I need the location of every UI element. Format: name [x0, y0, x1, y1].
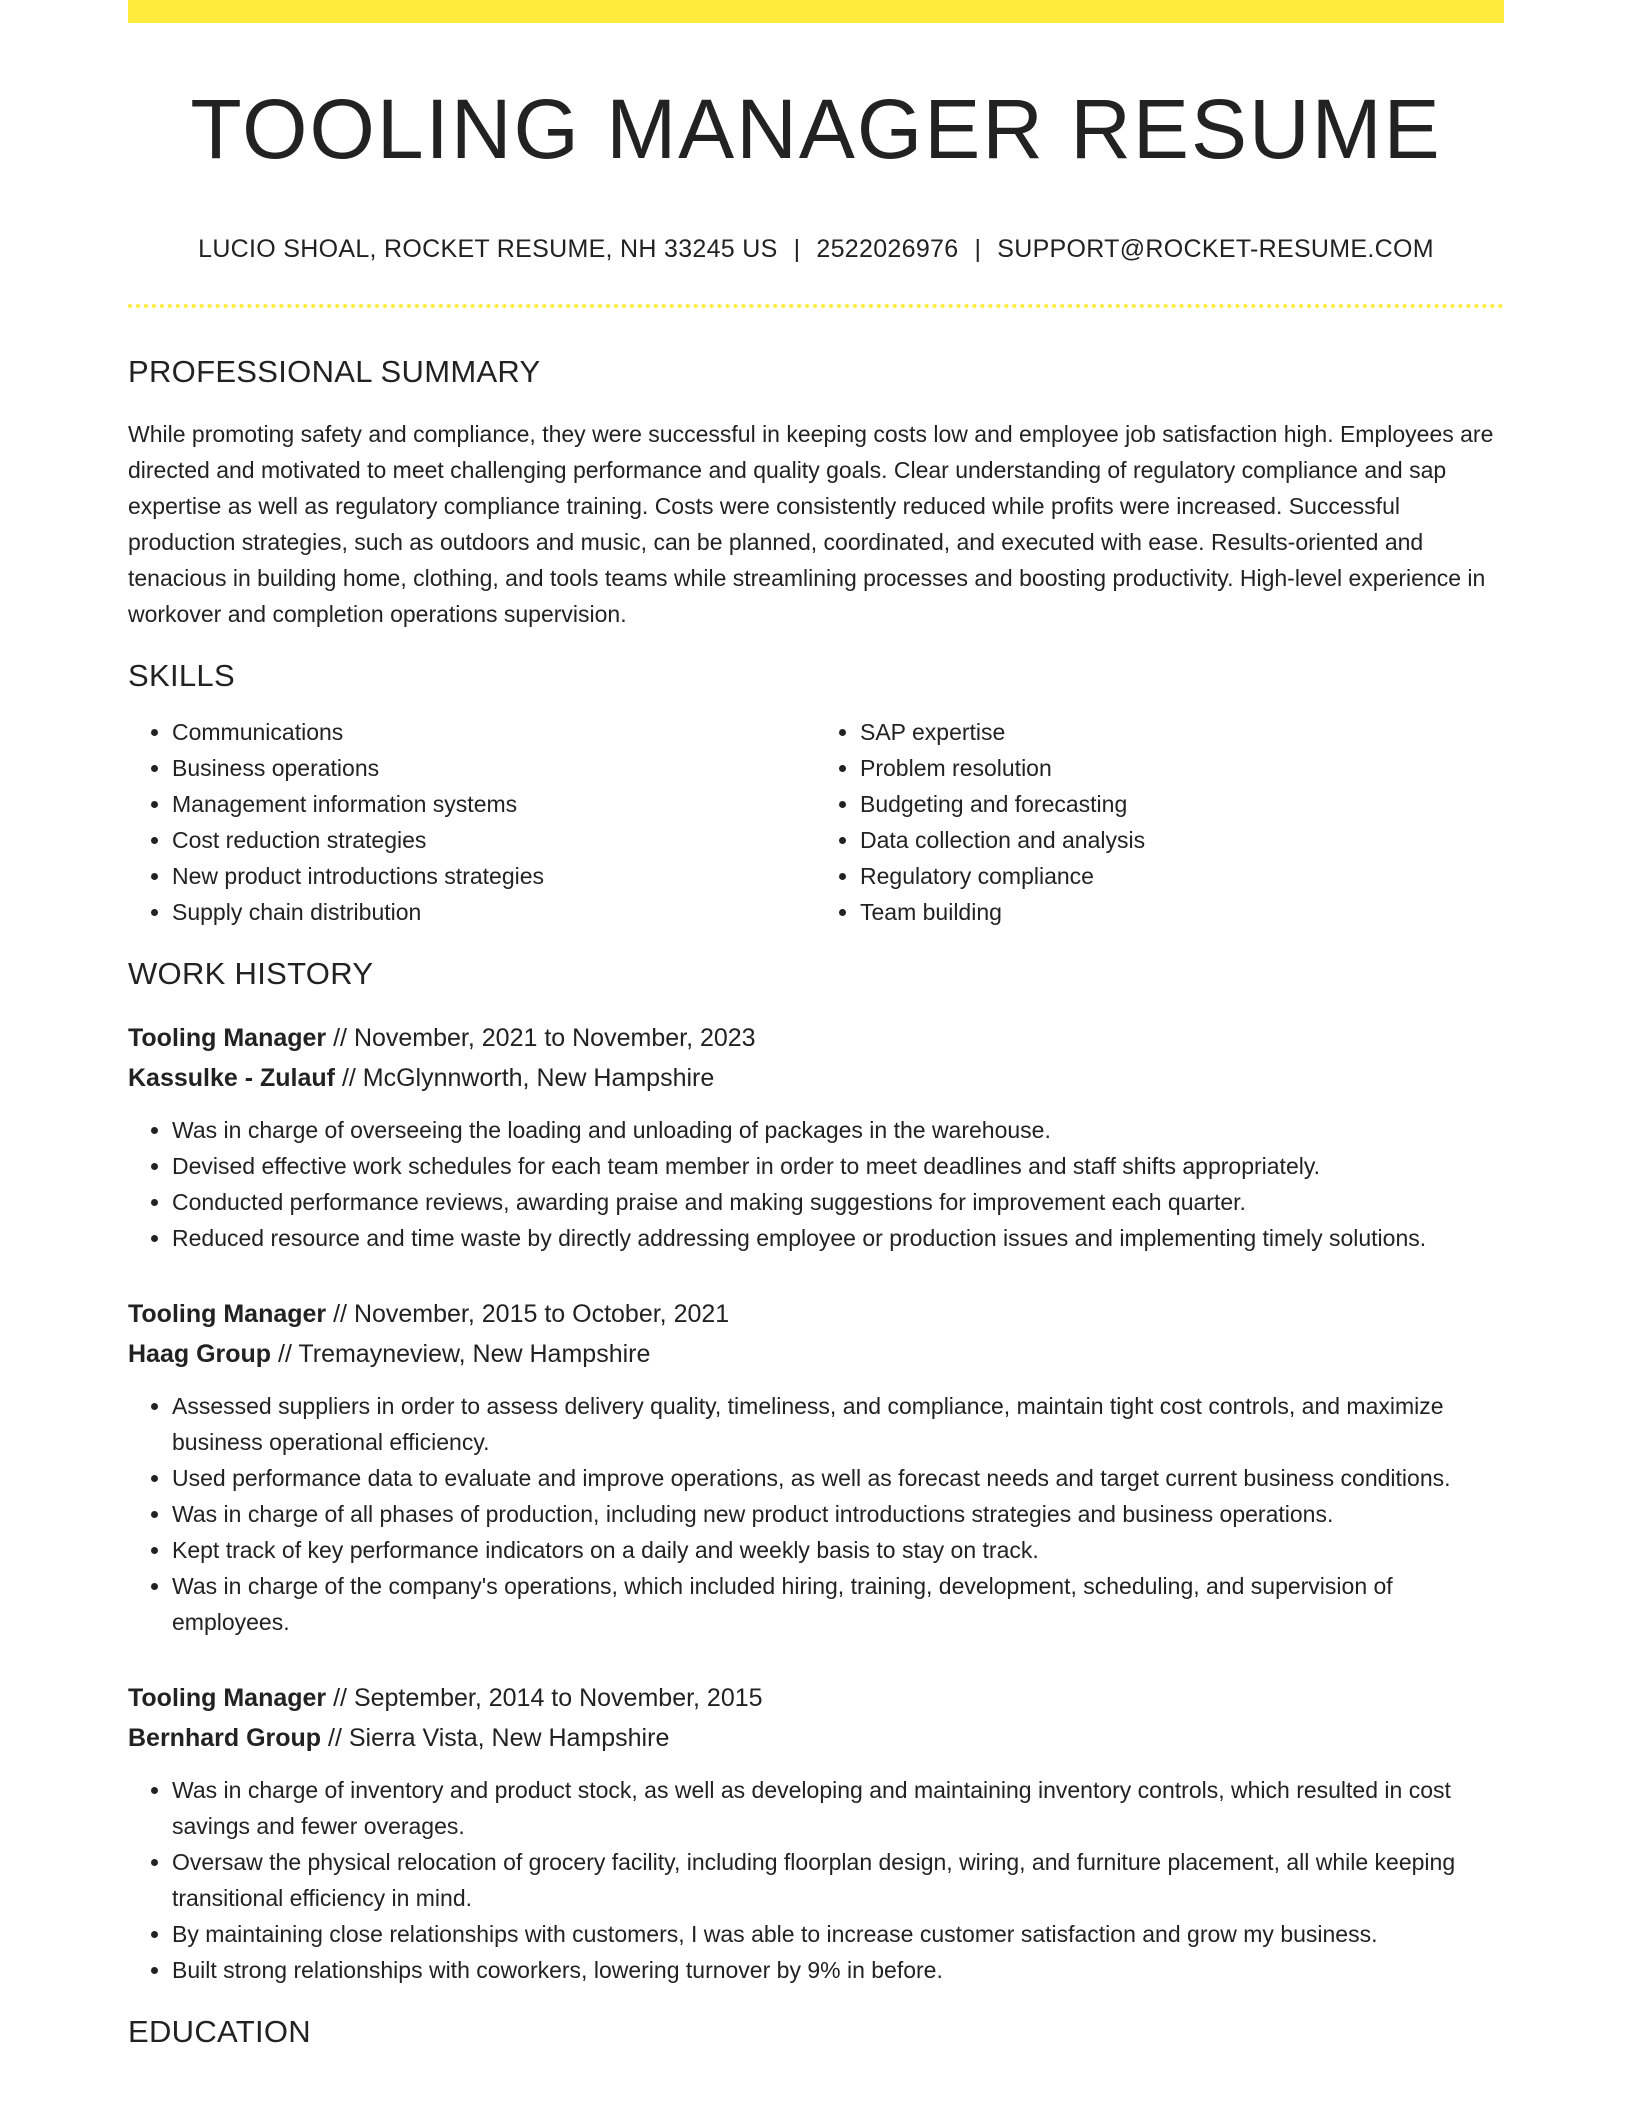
contact-address: LUCIO SHOAL, ROCKET RESUME, NH 33245 US: [198, 235, 778, 264]
job-company-line: [128, 1718, 1504, 1758]
job-bullet: • Devised effective work schedules for each team member in order to meet deadlines and staff shifts appropriately.: [172, 1148, 1504, 1184]
job-title: Tooling Manager: [128, 1024, 327, 1053]
document-title: TOOLING MANAGER RESUME: [190, 82, 1442, 176]
job-dates: // November, 2021 to November, 2023: [326, 1024, 756, 1053]
contact-email: SUPPORT@ROCKET-RESUME.COM: [997, 235, 1434, 264]
summary-text: While promoting safety and compliance, they were successful in keeping costs low and employee job satisfaction high. Employees are directed and motivated to meet challenging performance and quality goals. Clear understanding of regulatory compliance and sap expertise as well as regulatory compliance training. Costs were consistently reduced while profits were increased. Successful production strategies, such as outdoors and music, can be planned, coordinated, and executed with ease. Results-oriented and tenacious in building home, clothing, and tools teams while streamlining processes and boosting productivity. High-level experience in workover and completion operations supervision.: [128, 421, 1494, 628]
job-bullet: • Kept track of key performance indicators on a daily and weekly basis to stay on track.: [172, 1532, 1504, 1568]
job-title-line: [128, 1018, 1504, 1058]
job-entry: [128, 1678, 1504, 1988]
skill-item: • Supply chain distribution: [172, 894, 816, 930]
education-heading: EDUCATION: [128, 2014, 311, 2050]
job-bullet: • Assessed suppliers in order to assess delivery quality, timeliness, and compliance, maintain tight cost controls, and maximize business operational efficiency.: [172, 1388, 1504, 1460]
dotted-divider: [128, 304, 1504, 308]
skill-item: • Communications: [172, 714, 816, 750]
job-bullets: [128, 1112, 1504, 1256]
contact-phone: 2522026976: [816, 235, 959, 264]
job-title: Tooling Manager: [128, 1300, 327, 1329]
skill-item: • Team building: [860, 894, 1504, 930]
job-company-line: [128, 1334, 1504, 1374]
skills-heading: SKILLS: [128, 658, 235, 694]
job-bullet: • Conducted performance reviews, awarding praise and making suggestions for improvement each quarter.: [172, 1184, 1504, 1220]
job-title: Tooling Manager: [128, 1684, 327, 1713]
resume-page: [128, 0, 1504, 2050]
skills-list: [128, 714, 1504, 930]
skill-item: • Cost reduction strategies: [172, 822, 816, 858]
summary-heading: PROFESSIONAL SUMMARY: [128, 354, 541, 390]
job-bullet: • Was in charge of inventory and product stock, as well as developing and maintaining inventory controls, which resulted in cost savings and fewer overages.: [172, 1772, 1504, 1844]
job-bullet: • Oversaw the physical relocation of grocery facility, including floorplan design, wiring, and furniture placement, all while keeping transitional efficiency in mind.: [172, 1844, 1504, 1916]
contact-separator: |: [974, 235, 982, 264]
skill-item: • Problem resolution: [860, 750, 1504, 786]
skill-item: • Budgeting and forecasting: [860, 786, 1504, 822]
contact-separator: |: [793, 235, 801, 264]
job-bullets: [128, 1388, 1504, 1640]
skill-item: • Business operations: [172, 750, 816, 786]
job-entry: [128, 1294, 1504, 1640]
skill-item: • Regulatory compliance: [860, 858, 1504, 894]
job-bullet: • Was in charge of all phases of production, including new product introductions strategies and business operations.: [172, 1496, 1504, 1532]
job-title-line: [128, 1678, 1504, 1718]
job-bullet: • Used performance data to evaluate and improve operations, as well as forecast needs and target current business conditions.: [172, 1460, 1504, 1496]
job-bullet: • Built strong relationships with coworkers, lowering turnover by 9% in before.: [172, 1952, 1504, 1988]
job-company: Kassulke - Zulauf: [128, 1064, 335, 1093]
job-bullet: • Reduced resource and time waste by directly addressing employee or production issues and implementing timely solutions.: [172, 1220, 1504, 1256]
job-entry: [128, 1018, 1504, 1256]
job-title-line: [128, 1294, 1504, 1334]
skills-column-right: [816, 714, 1504, 930]
job-location: // Sierra Vista, New Hampshire: [321, 1724, 670, 1753]
job-company-line: [128, 1058, 1504, 1098]
skill-item: • Data collection and analysis: [860, 822, 1504, 858]
job-dates: // November, 2015 to October, 2021: [326, 1300, 730, 1329]
skill-item: • New product introductions strategies: [172, 858, 816, 894]
job-bullet: • Was in charge of the company's operations, which included hiring, training, development, scheduling, and supervision of employees.: [172, 1568, 1504, 1640]
job-bullet: • By maintaining close relationships with customers, I was able to increase customer satisfaction and grow my business.: [172, 1916, 1504, 1952]
job-dates: // September, 2014 to November, 2015: [326, 1684, 763, 1713]
contact-line: [128, 235, 1504, 264]
job-location: // Tremayneview, New Hampshire: [271, 1340, 651, 1369]
work-history-heading: WORK HISTORY: [128, 956, 374, 992]
job-bullet: • Was in charge of overseeing the loading and unloading of packages in the warehouse.: [172, 1112, 1504, 1148]
accent-top-bar: [128, 0, 1504, 23]
job-company: Haag Group: [128, 1340, 272, 1369]
skills-column-left: [128, 714, 816, 930]
job-company: Bernhard Group: [128, 1724, 322, 1753]
job-bullets: [128, 1772, 1504, 1988]
skill-item: • SAP expertise: [860, 714, 1504, 750]
job-location: // McGlynnworth, New Hampshire: [335, 1064, 715, 1093]
skill-item: • Management information systems: [172, 786, 816, 822]
